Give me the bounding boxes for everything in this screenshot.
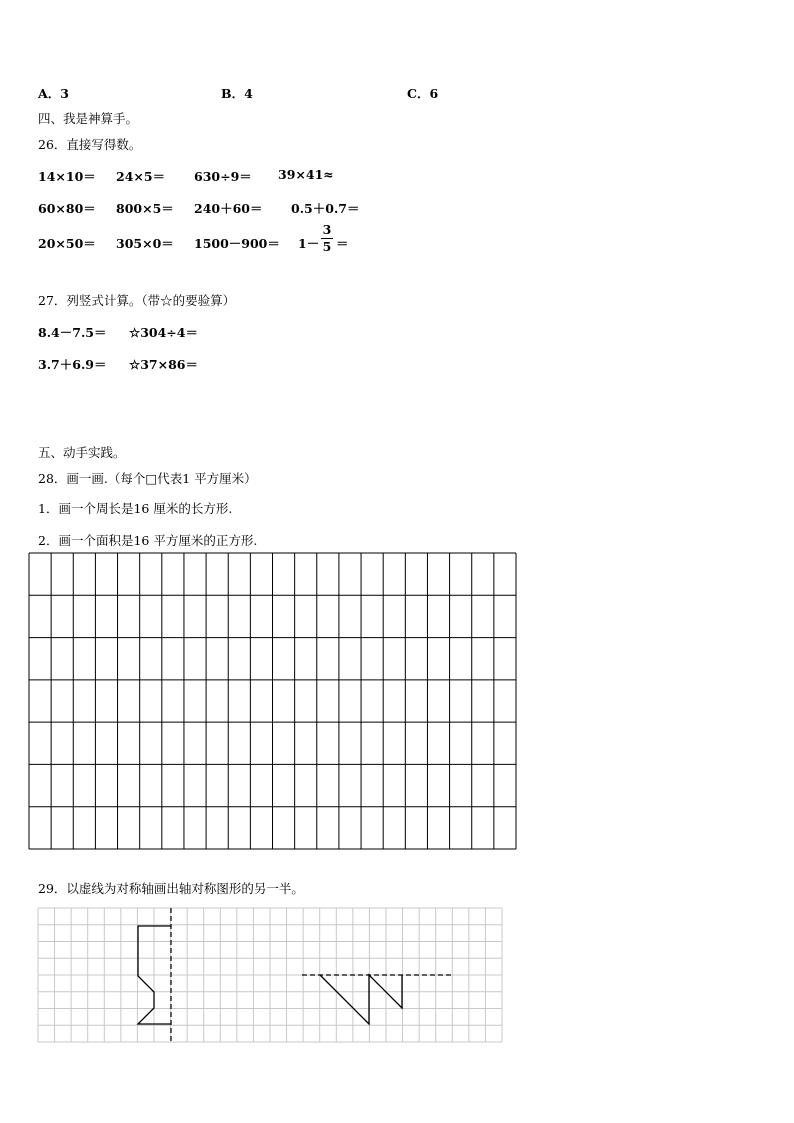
- q26-item: 20×50＝: [38, 236, 96, 251]
- option-a: A．3: [38, 86, 69, 101]
- q26-fraction: [321, 223, 333, 254]
- q27-item: 3.7＋6.9＝: [38, 357, 107, 372]
- q26-frac-prefix: 1－: [298, 236, 320, 251]
- q28-task-2: 2．画一个面积是16 平方厘米的正方形.: [38, 533, 258, 548]
- q27-item: 8.4－7.5＝: [38, 325, 107, 340]
- q29-symmetry-grid[interactable]: [38, 908, 503, 1043]
- q26-item: 14×10＝: [38, 169, 96, 184]
- q26-item: 630÷9＝: [194, 169, 252, 184]
- q26-item: 240＋60＝: [194, 201, 263, 216]
- q26-item: 1500－900＝: [194, 236, 280, 251]
- q26-title: 26．直接写得数。: [38, 137, 142, 152]
- q27-item: ☆37×86＝: [129, 357, 198, 372]
- q28-title: 28．画一画.（每个□代表1 平方厘米）: [38, 471, 257, 486]
- q26-frac-suffix: ＝: [336, 236, 349, 251]
- option-b: B．4: [221, 86, 253, 101]
- q26-item: 60×80＝: [38, 201, 96, 216]
- q26-item: 305×0＝: [116, 236, 174, 251]
- q27-title: 27．列竖式计算。（带☆的要验算）: [38, 293, 236, 308]
- q26-item: 0.5＋0.7＝: [291, 201, 360, 216]
- q26-item: 39×41≈: [278, 167, 334, 182]
- option-c: C．6: [407, 86, 439, 101]
- zigzag-half-shape: [320, 975, 402, 1024]
- fraction-numerator: 3: [322, 222, 332, 237]
- q27-item: ☆304÷4＝: [129, 325, 198, 340]
- section5-title: 五、动手实践。: [38, 445, 126, 460]
- q28-drawing-grid[interactable]: [29, 553, 517, 850]
- q29-title: 29．以虚线为对称轴画出轴对称图形的另一半。: [38, 881, 304, 896]
- q26-item: 24×5＝: [116, 169, 166, 184]
- section4-title: 四、我是神算手。: [38, 111, 139, 126]
- q28-task-1: 1．画一个周长是16 厘米的长方形.: [38, 501, 233, 516]
- fraction-denominator: 5: [322, 239, 332, 254]
- q26-item: 800×5＝: [116, 201, 174, 216]
